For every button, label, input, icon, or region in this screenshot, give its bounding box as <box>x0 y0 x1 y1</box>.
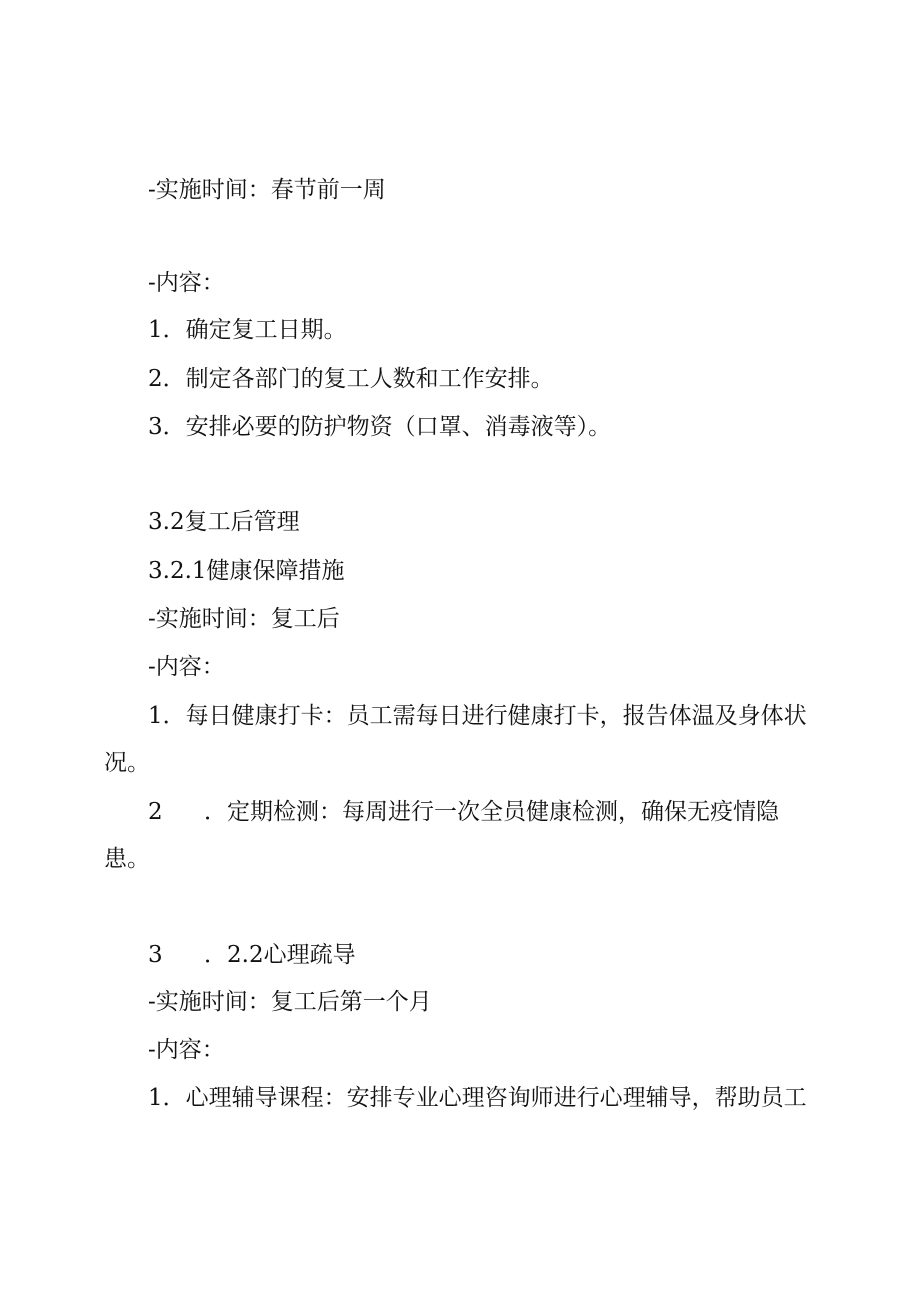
content-label-3-2-2: -内容： <box>148 1037 225 1063</box>
implementation-time-before: -实施时间：春节前一周 <box>148 177 386 203</box>
list-item-daily-health-line1: 1．每日健康打卡：员工需每日进行健康打卡，报告体温及身体状 <box>148 703 807 729</box>
heading-text: ．2.2心理疏导 <box>204 942 356 968</box>
content-label-3-2-1: -内容： <box>148 654 225 680</box>
list-item-regular-testing-line1 <box>148 797 779 827</box>
list-item-counseling-line1: 1．心理辅导课程：安排专业心理咨询师进行心理辅导，帮助员工 <box>148 1085 807 1111</box>
section-heading-3-2: 3.2复工后管理 <box>148 509 300 535</box>
implementation-time-3-2-2: -实施时间：复工后第一个月 <box>148 989 432 1015</box>
heading-number: 3 <box>148 942 163 968</box>
implementation-time-3-2-1: -实施时间：复工后 <box>148 606 340 632</box>
subsection-heading-3-2-1: 3.2.1健康保障措施 <box>148 558 345 584</box>
content-label-before: -内容： <box>148 270 225 296</box>
subsection-heading-3-2-2 <box>148 940 356 970</box>
list-item-daily-health-line2: 况。 <box>104 750 150 776</box>
list-item-text: ．定期检测：每周进行一次全员健康检测，确保无疫情隐 <box>204 799 779 825</box>
list-item-number: 2 <box>148 799 163 825</box>
list-item-confirm-date: 1．确定复工日期。 <box>148 317 347 343</box>
list-item-regular-testing-line2: 患。 <box>104 846 150 872</box>
list-item-department-plan: 2．制定各部门的复工人数和工作安排。 <box>148 366 554 392</box>
list-item-protective-supplies: 3．安排必要的防护物资（口罩、消毒液等）。 <box>148 414 612 440</box>
